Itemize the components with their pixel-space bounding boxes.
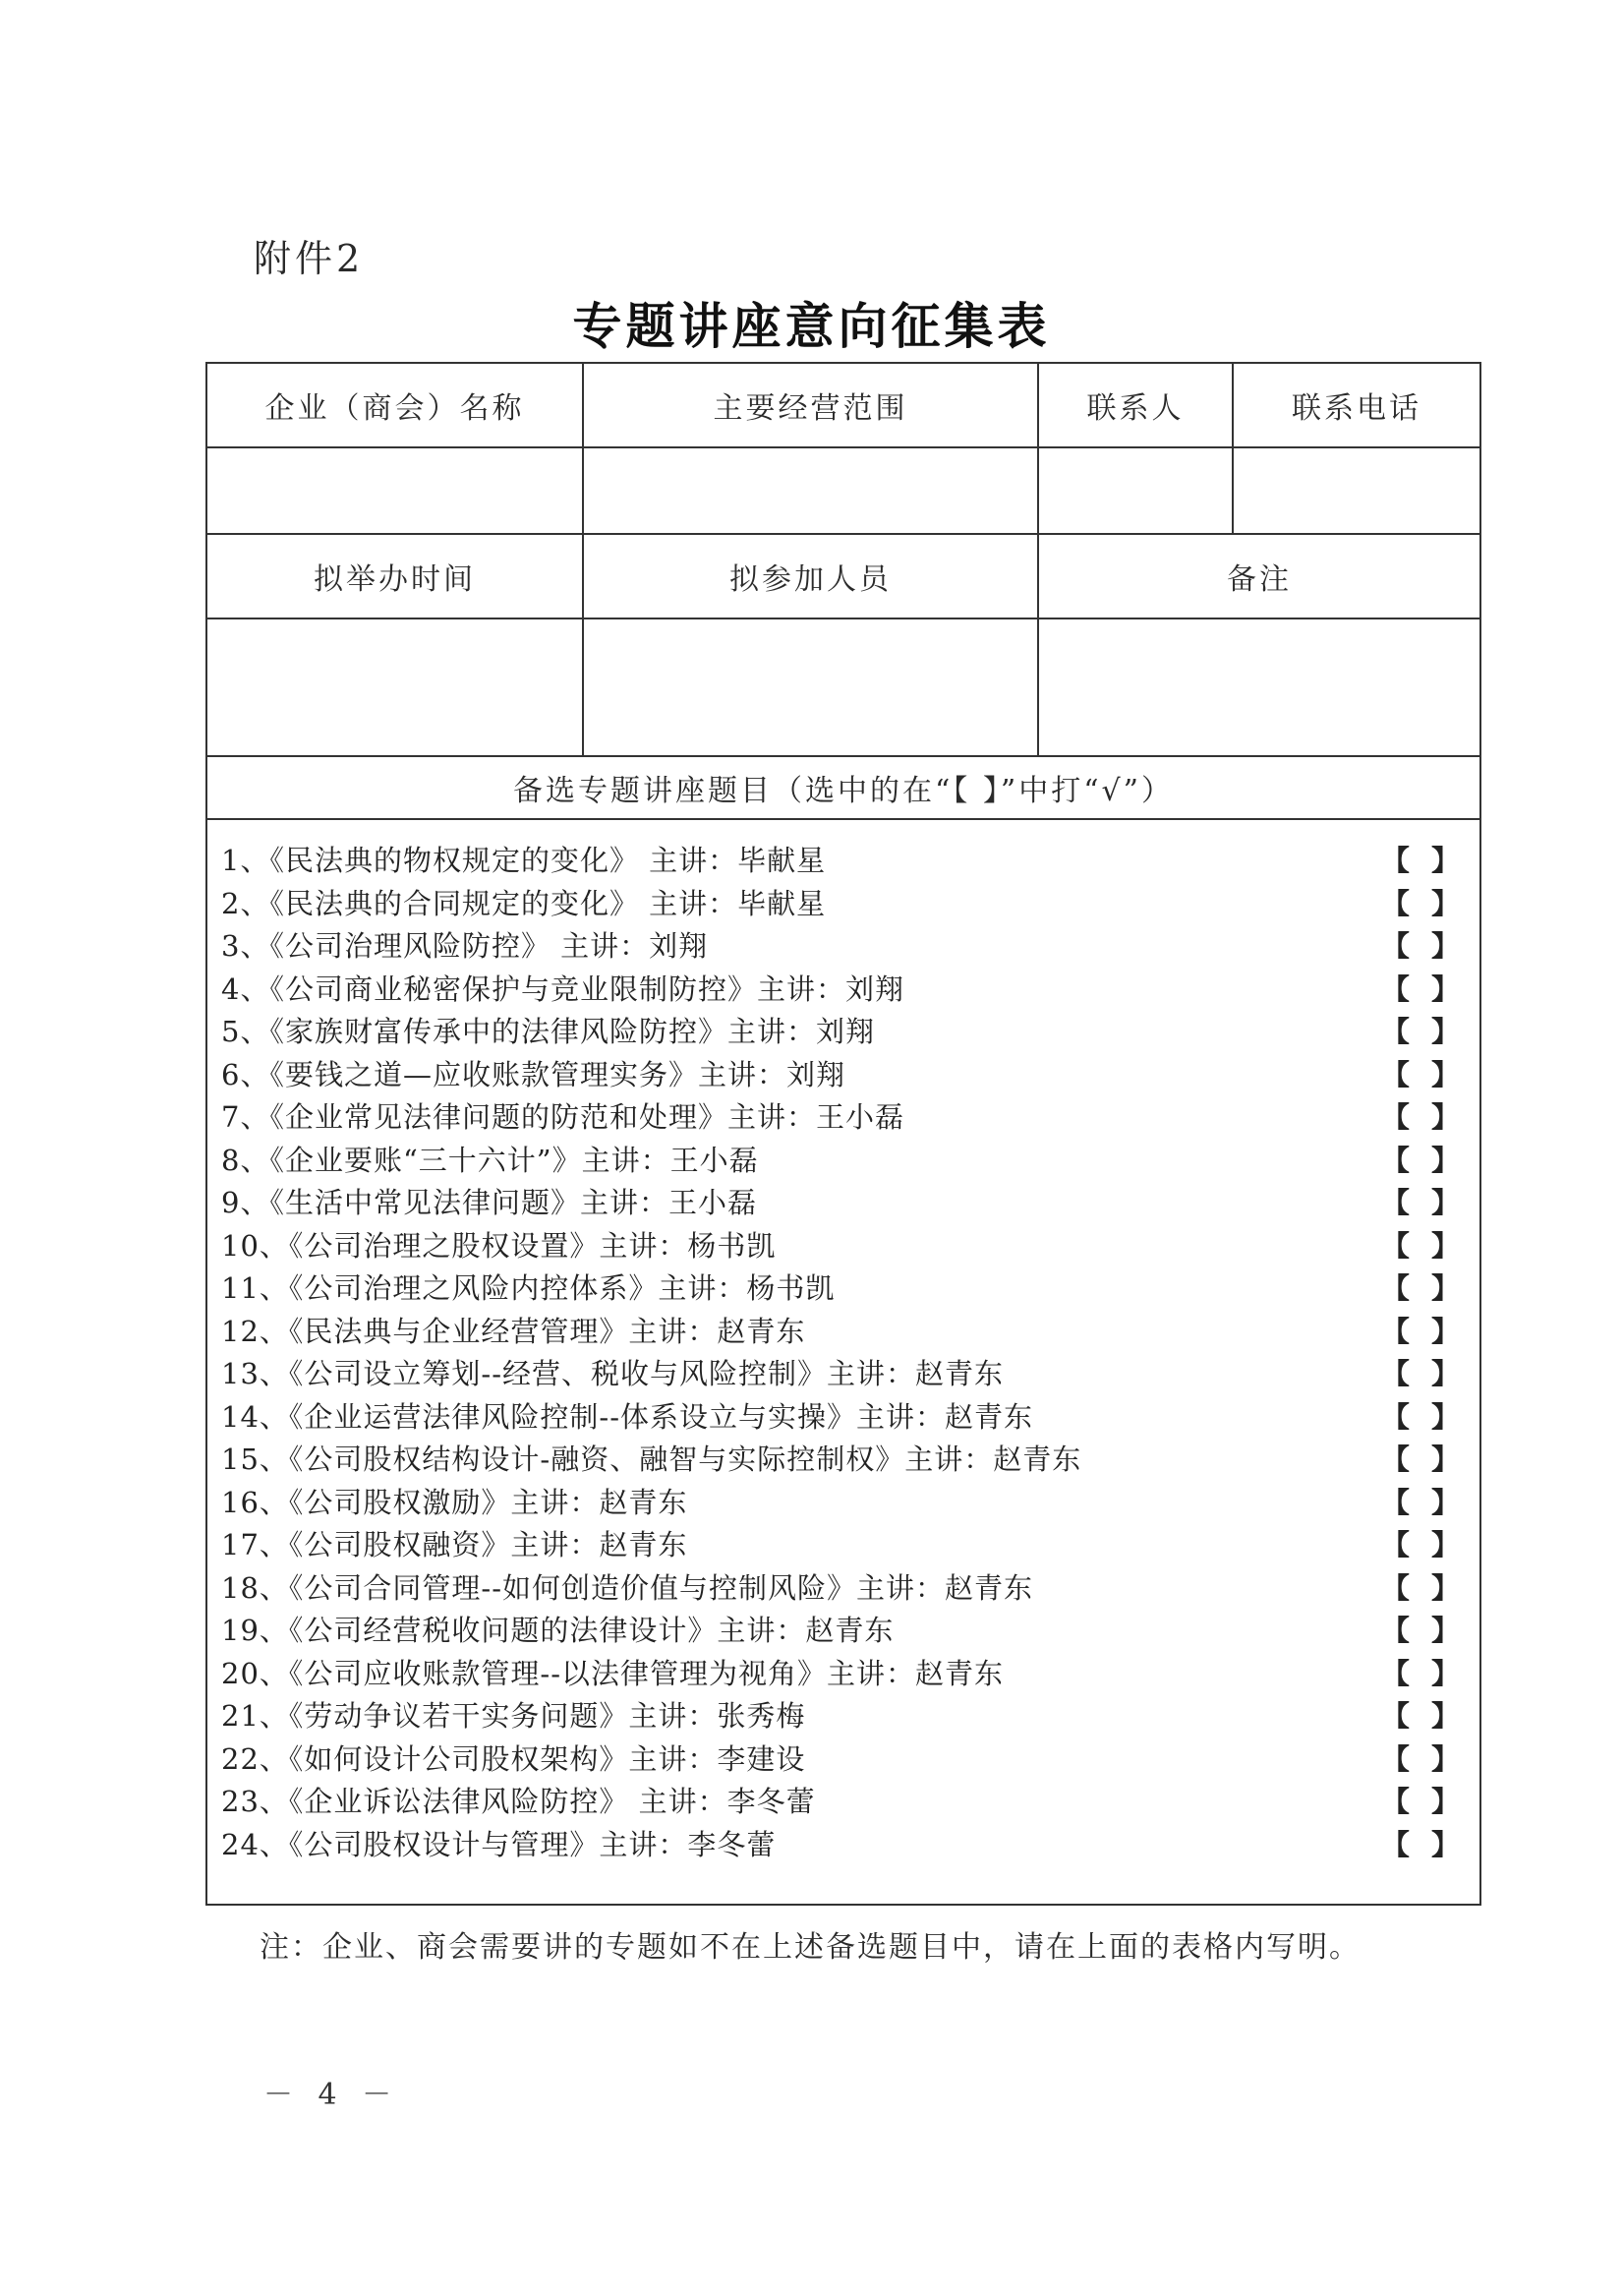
topic-checkbox[interactable]: 【 】: [1380, 886, 1466, 920]
contact-person-header: 联系人: [1038, 363, 1233, 447]
topic-item: [221, 1738, 1466, 1782]
topic-label: 18、《公司合同管理--如何创造价值与控制风险》主讲：赵青东: [221, 1570, 1034, 1605]
topic-label: 3、《公司治理风险防控》 主讲：刘翔: [221, 929, 709, 963]
topic-item: [221, 1781, 1466, 1824]
company-name-header: 企业（商会）名称: [206, 363, 583, 447]
topic-checkbox[interactable]: 【 】: [1380, 1228, 1466, 1263]
topic-label: 9、《生活中常见法律问题》主讲：王小磊: [221, 1186, 757, 1219]
topic-checkbox[interactable]: 【 】: [1380, 1271, 1466, 1305]
topic-checkbox[interactable]: 【 】: [1380, 1785, 1466, 1818]
topic-label: 1、《民法典的物权规定的变化》 主讲：毕献星: [221, 844, 827, 877]
topic-label: 4、《公司商业秘密保护与竞业限制防控》主讲：刘翔: [221, 971, 904, 1006]
topic-item: [221, 1311, 1466, 1354]
remarks-header: 备注: [1038, 534, 1480, 618]
topic-item: [221, 840, 1466, 883]
topic-item: [221, 1439, 1466, 1482]
topic-item: [221, 1567, 1466, 1611]
remarks-field[interactable]: [1038, 618, 1480, 756]
topic-label: 11、《公司治理之风险内控体系》主讲：杨书凯: [221, 1271, 836, 1305]
topic-item: [221, 1653, 1466, 1696]
topic-label: 17、《公司股权融资》主讲：赵青东: [221, 1528, 688, 1561]
topic-label: 12、《民法典与企业经营管理》主讲：赵青东: [221, 1314, 806, 1348]
topic-checkbox[interactable]: 【 】: [1380, 1827, 1466, 1861]
input-row-1: [206, 447, 1480, 534]
topic-list: [207, 820, 1479, 1866]
footnote: 注：企业、商会需要讲的专题如不在上述备选题目中，请在上面的表格内写明。: [260, 1930, 1361, 1965]
planned-time-field[interactable]: [206, 618, 583, 756]
topic-label: 22、《如何设计公司股权架构》主讲：李建设: [221, 1741, 806, 1776]
topic-item: [221, 1054, 1466, 1097]
page-number: － 4 －: [263, 2078, 400, 2112]
business-scope-header: 主要经营范围: [583, 363, 1038, 447]
topic-label: 13、《公司设立筹划--经营、税收与风险控制》主讲：赵青东: [221, 1357, 1005, 1390]
topic-checkbox[interactable]: 【 】: [1380, 971, 1466, 1006]
topic-label: 23、《企业诉讼法律风险防控》 主讲：李冬蕾: [221, 1785, 816, 1818]
page-title: 专题讲座意向征集表: [572, 297, 1051, 355]
topic-label: 24、《公司股权设计与管理》主讲：李冬蕾: [221, 1827, 777, 1861]
topic-checkbox[interactable]: 【 】: [1380, 1570, 1466, 1605]
topic-item: [221, 1182, 1466, 1225]
topic-checkbox[interactable]: 【 】: [1380, 1741, 1466, 1776]
topic-item: [221, 1225, 1466, 1268]
topic-item: [221, 969, 1466, 1012]
topic-item: [221, 1610, 1466, 1653]
input-row-2: [206, 618, 1480, 756]
topic-label: 19、《公司经营税收问题的法律设计》主讲：赵青东: [221, 1614, 895, 1647]
intent-form-table: [205, 362, 1481, 1906]
topic-checkbox[interactable]: 【 】: [1380, 1314, 1466, 1348]
topic-item: [221, 1695, 1466, 1738]
topic-checkbox[interactable]: 【 】: [1380, 1143, 1466, 1177]
attendees-header: 拟参加人员: [583, 534, 1038, 618]
topic-label: 14、《企业运营法律风险控制--体系设立与实操》主讲：赵青东: [221, 1399, 1034, 1434]
topic-checkbox[interactable]: 【 】: [1380, 1057, 1466, 1091]
topic-item: [221, 1396, 1466, 1440]
topic-checkbox[interactable]: 【 】: [1380, 1100, 1466, 1134]
topic-checkbox[interactable]: 【 】: [1380, 1656, 1466, 1690]
topic-checkbox[interactable]: 【 】: [1380, 1186, 1466, 1219]
topic-checkbox[interactable]: 【 】: [1380, 1528, 1466, 1561]
topic-label: 7、《企业常见法律问题的防范和处理》主讲：王小磊: [221, 1100, 904, 1134]
topic-item: [221, 1267, 1466, 1311]
topics-row: [206, 819, 1480, 1905]
topic-item: [221, 1482, 1466, 1525]
topic-item: [221, 883, 1466, 926]
attendees-field[interactable]: [583, 618, 1038, 756]
attachment-label: 附件2: [254, 237, 365, 280]
topic-item: [221, 1524, 1466, 1567]
topic-label: 10、《公司治理之股权设置》主讲：杨书凯: [221, 1228, 777, 1263]
topic-checkbox[interactable]: 【 】: [1380, 929, 1466, 963]
topic-label: 2、《民法典的合同规定的变化》 主讲：毕献星: [221, 886, 827, 920]
contact-person-field[interactable]: [1038, 447, 1233, 534]
topic-checkbox[interactable]: 【 】: [1380, 1442, 1466, 1476]
header-row-2: [206, 534, 1480, 618]
header-row-1: [206, 363, 1480, 447]
topic-item: [221, 1353, 1466, 1396]
topics-header-row: [206, 756, 1480, 819]
topic-checkbox[interactable]: 【 】: [1380, 1015, 1466, 1048]
topic-label: 8、《企业要账“三十六计”》主讲：王小磊: [221, 1143, 759, 1177]
business-scope-field[interactable]: [583, 447, 1038, 534]
topic-checkbox[interactable]: 【 】: [1380, 1357, 1466, 1390]
topic-item: [221, 1011, 1466, 1054]
planned-time-header: 拟举办时间: [206, 534, 583, 618]
contact-phone-field[interactable]: [1233, 447, 1480, 534]
topic-label: 6、《要钱之道—应收账款管理实务》主讲：刘翔: [221, 1057, 845, 1091]
topic-label: 20、《公司应收账款管理--以法律管理为视角》主讲：赵青东: [221, 1656, 1005, 1690]
topic-checkbox[interactable]: 【 】: [1380, 1699, 1466, 1733]
topic-checkbox[interactable]: 【 】: [1380, 844, 1466, 877]
topic-checkbox[interactable]: 【 】: [1380, 1614, 1466, 1647]
topic-item: [221, 1140, 1466, 1183]
topic-item: [221, 1096, 1466, 1140]
topic-item: [221, 925, 1466, 969]
company-name-field[interactable]: [206, 447, 583, 534]
topic-label: 21、《劳动争议若干实务问题》主讲：张秀梅: [221, 1699, 806, 1733]
topics-cell: [206, 819, 1480, 1905]
topics-header: 备选专题讲座题目（选中的在“【 】”中打“√”）: [206, 756, 1480, 819]
topic-checkbox[interactable]: 【 】: [1380, 1485, 1466, 1519]
topic-item: [221, 1824, 1466, 1867]
topic-label: 5、《家族财富传承中的法律风险防控》主讲：刘翔: [221, 1015, 875, 1048]
topic-label: 15、《公司股权结构设计-融资、融智与实际控制权》主讲：赵青东: [221, 1442, 1082, 1476]
topic-label: 16、《公司股权激励》主讲：赵青东: [221, 1485, 688, 1519]
topic-checkbox[interactable]: 【 】: [1380, 1399, 1466, 1434]
contact-phone-header: 联系电话: [1233, 363, 1480, 447]
